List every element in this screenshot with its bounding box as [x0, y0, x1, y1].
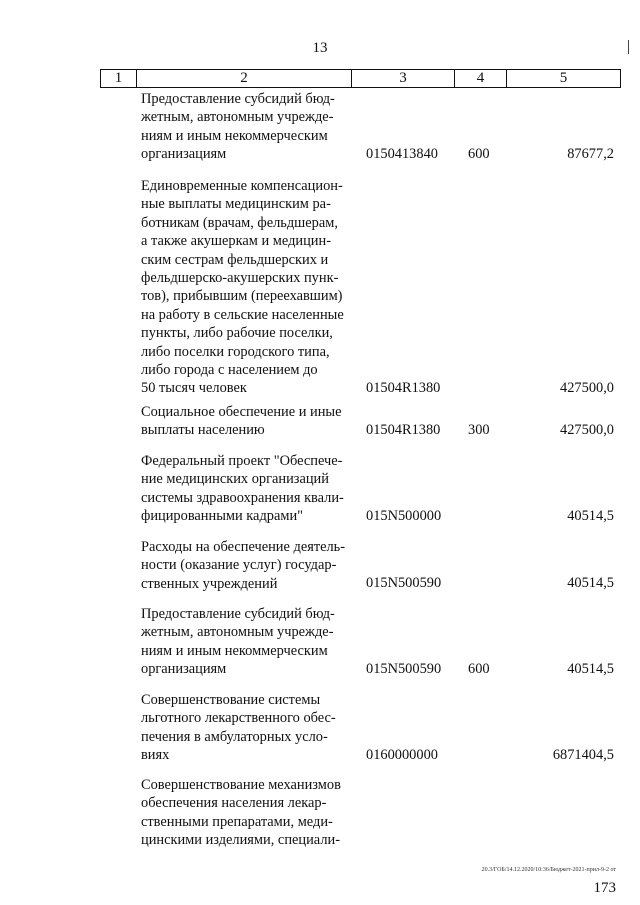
- row-description: Предоставление субсидий бюд- жетным, автономным учрежде- ниям и иным некоммерческим организациям: [141, 606, 335, 678]
- row-description: Совершенствование системы льготного лекарственного обес- печения в амбулаторных усло- виях: [141, 692, 336, 764]
- column-header-4: 4: [455, 70, 507, 88]
- row-description: Федеральный проект "Обеспече- ние медицинских организаций системы здравоохранения квали- фицированными кадрами": [141, 453, 344, 525]
- page-number: 13: [312, 40, 328, 56]
- row-expense-type: 300: [468, 422, 490, 438]
- footer-document-meta: 20.3/ГОБ/14.12.2020/10:36/Бюджет-2021-прил-9-2 от: [481, 867, 616, 873]
- row-code: 015N500590: [366, 661, 442, 677]
- row-amount: 40514,5: [567, 575, 614, 591]
- row-amount: 87677,2: [567, 146, 614, 162]
- row-expense-type: 600: [468, 661, 490, 677]
- row-amount: 6871404,5: [552, 747, 614, 763]
- row-description: Социальное обеспечение и иные выплаты населению: [141, 404, 342, 439]
- row-code: 0150413840: [366, 146, 438, 162]
- column-header-3: 3: [352, 70, 455, 88]
- row-code: 015N500590: [366, 575, 442, 591]
- row-expense-type: 600: [468, 146, 490, 162]
- row-description: Единовременные компенсацион- ные выплаты медицинским ра- ботникам (врачам, фельдшерам, а также акушеркам и медицин- ским сестрам фельдшерских и фельдшерско-акушерских пунк- тов), прибывшим (переехавшим) на работу в сельские населенные пункты, либо рабочие поселки, либо поселки городского типа, либо города с населением до 50 тысяч человек: [141, 178, 344, 397]
- row-amount: 427500,0: [560, 380, 614, 396]
- row-code: 0160000000: [366, 747, 438, 763]
- row-description: Предоставление субсидий бюд- жетным, автономным учрежде- ниям и иным некоммерческим организациям: [141, 91, 335, 163]
- row-code: 01504R1380: [366, 422, 441, 438]
- row-description: Расходы на обеспечение деятель- ности (оказание услуг) государ- ственных учреждений: [141, 539, 346, 592]
- row-amount: 427500,0: [560, 422, 614, 438]
- column-header-5: 5: [507, 70, 621, 88]
- column-header-2: 2: [137, 70, 352, 88]
- column-header-row: [101, 70, 621, 88]
- row-amount: 40514,5: [567, 661, 614, 677]
- column-header-1: 1: [101, 70, 137, 88]
- row-code: 01504R1380: [366, 380, 441, 396]
- row-description: Совершенствование механизмов обеспечения населения лекар- ственными препаратами, меди- цинскими изделиями, специали-: [141, 777, 341, 849]
- column-header-table: [100, 69, 621, 88]
- row-amount: 40514,5: [567, 508, 614, 524]
- sheet-number: 173: [593, 880, 616, 896]
- row-code: 015N500000: [366, 508, 442, 524]
